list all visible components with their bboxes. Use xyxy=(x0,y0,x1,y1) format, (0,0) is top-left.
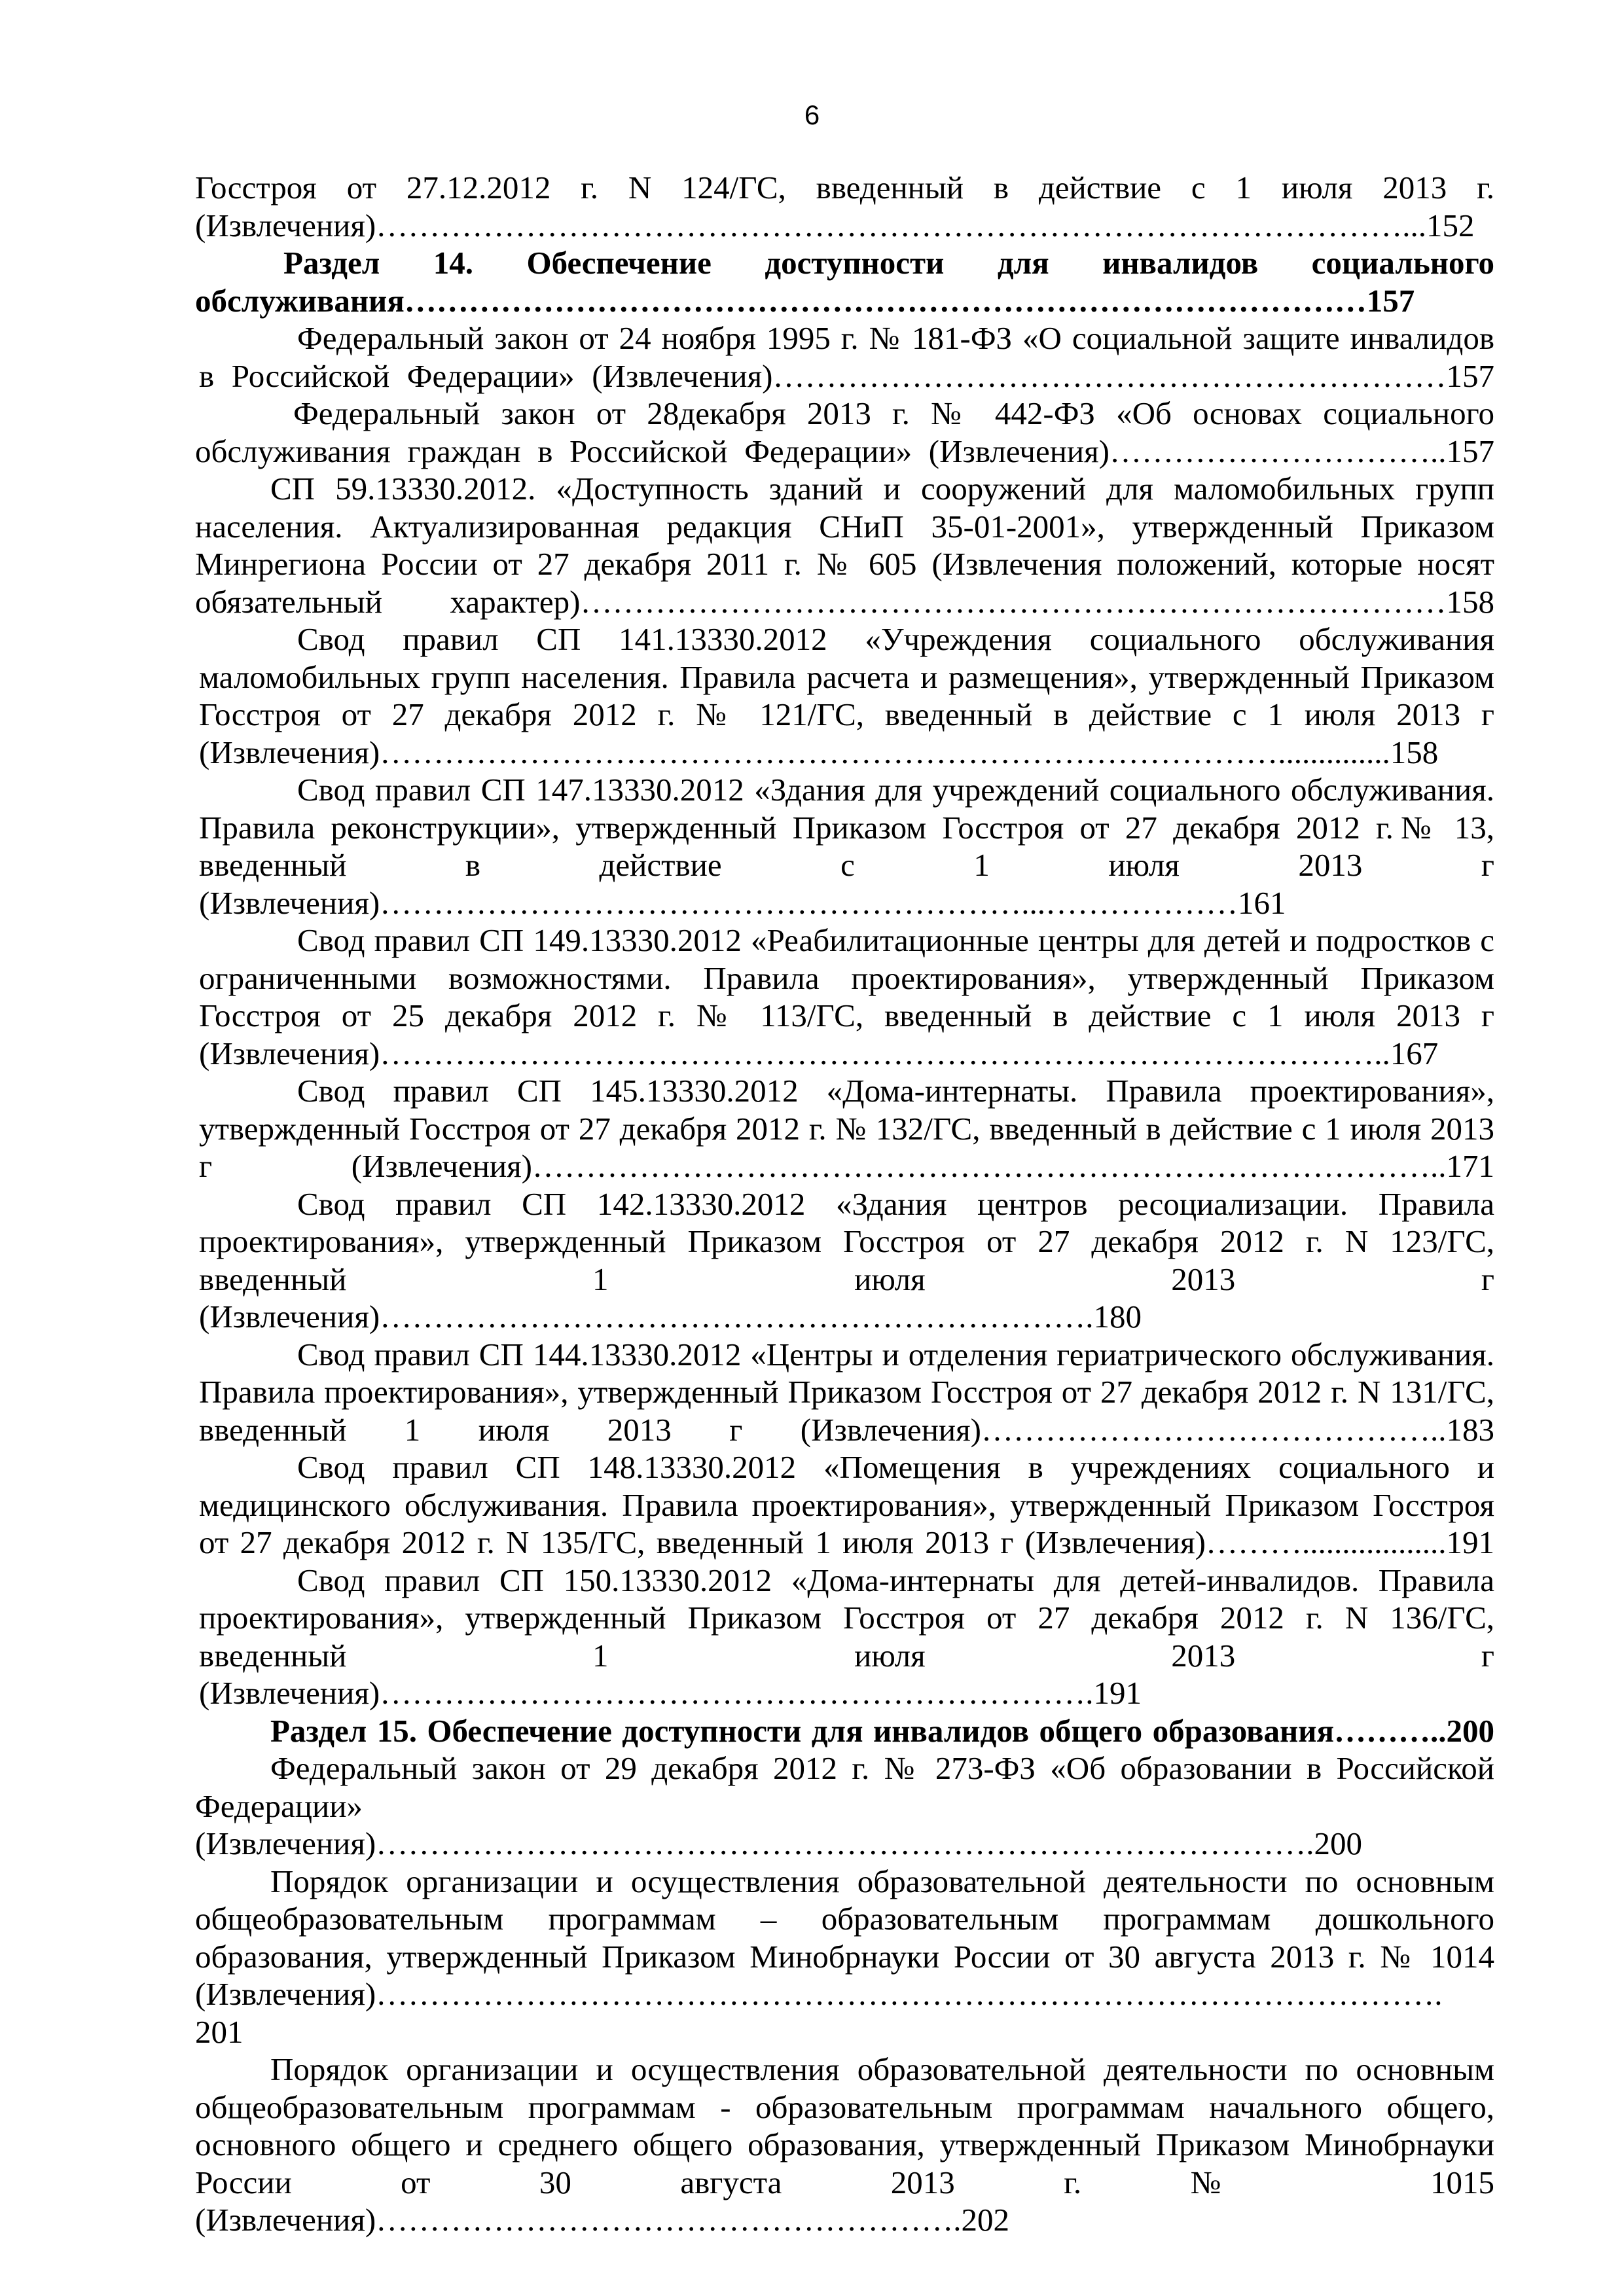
toc-entry: Свод правил СП 142.13330.2012 «Здания центров ресоциализации. Правила проектирования», утвержденный Приказом Госстроя от 27 декабря 2012 г. N 123/ГС, введенный 1 июля 2013 г (Извлечения)………………………………………………………….180 xyxy=(199,1185,1494,1335)
toc-entry: Госстроя от 27.12.2012 г. N 124/ГС, введенный в действие с 1 июля 2013 г. (Извлечения)……………………………………………………………………………………...152 xyxy=(195,170,1494,243)
toc-entry: Порядок организации и осуществления образовательной деятельности по основным общеобразовательным программам – образовательным программам дошкольного образования, утвержденный Приказом Минобрнауки России от 30 августа 2013 г. № 1014 (Извлечения)………………………………………………………………………………………. 201 xyxy=(195,1863,1494,2050)
toc-entry: Федеральный закон от 29 декабря 2012 г. № 273-ФЗ «Об образовании в Российской Федерации» (Извлечения)…………………………………………………………………………….200 xyxy=(195,1750,1494,1861)
toc-section-heading: Раздел 15. Обеспечение доступности для инвалидов общего образования………..200 xyxy=(270,1712,1494,1749)
toc-entry: Свод правил СП 145.13330.2012 «Дома-интернаты. Правила проектирования», утвержденный Госстроя от 27 декабря 2012 г. № 132/ГС, введенный в действие с 1 июля 2013 г (Извлечения)…………………………………………………………………………..171 xyxy=(199,1073,1494,1184)
toc-entry: Федеральный закон от 28декабря 2013 г. № 442-ФЗ «Об основах социального обслуживания граждан в Российской Федерации» (Извлечения)…………………………..157 xyxy=(195,395,1494,469)
toc-section-heading: Раздел 14. Обеспечение доступности для инвалидов социального обслуживания………………………………………………………………………………157 xyxy=(195,245,1494,319)
toc-entry: СП 59.13330.2012. «Доступность зданий и сооружений для маломобильных групп населения. Актуализированная редакция СНиП 35-01-2001», утвержденный Приказом Минрегиона России от 27 декабря 2011 г. № 605 (Извлечения положений, которые носят обязательный характер)………………………………………………………………………158 xyxy=(195,471,1494,620)
toc-entry: Порядок организации и осуществления образовательной деятельности по основным общеобразовательным программам - образовательным программам начального общего, основного общего и среднего общего образования, утвержденный Приказом Минобрнауки России от 30 августа 2013 г. № 1015 (Извлечения)……………………………………………….202 xyxy=(195,2051,1494,2238)
toc-entry: Федеральный закон от 24 ноября 1995 г. № 181-ФЗ «О социальной защите инвалидов в Российской Федерации» (Извлечения)………………………………………………………157 xyxy=(199,320,1494,394)
toc-entry: Свод правил СП 141.13330.2012 «Учреждения социального обслуживания маломобильных групп населения. Правила расчета и размещения», утвержденный Приказом Госстроя от 27 декабря 2012 г. № 121/ГС, введенный в действие с 1 июля 2013 г (Извлечения)…………………………………………………………………………..............158 xyxy=(199,621,1494,770)
toc-entry: Свод правил СП 148.13330.2012 «Помещения в учреждениях социального и медицинского обслуживания. Правила проектирования», утвержденный Приказом Госстроя от 27 декабря 2012 г. N 135/ГС, введенный 1 июля 2013 г (Извлечения)………..................191 xyxy=(199,1449,1494,1560)
toc-entry: Свод правил СП 147.13330.2012 «Здания для учреждений социального обслуживания. Правила реконструкции», утвержденный Приказом Госстроя от 27 декабря 2012 г.№ 13, введенный в действие с 1 июля 2013 г (Извлечения)……………………………………………………...………………161 xyxy=(199,772,1494,921)
toc-entry: Свод правил СП 149.13330.2012 «Реабилитационные центры для детей и подростков с ограниченными возможностями. Правила проектирования», утвержденный Приказом Госстроя от 25 декабря 2012 г. № 113/ГС, введенный в действие с 1 июля 2013 г (Извлечения)…………………………………………………………………………………..167 xyxy=(199,922,1494,1071)
table-of-contents xyxy=(195,169,1494,2239)
page-number: 6 xyxy=(804,99,820,130)
toc-entry: Свод правил СП 144.13330.2012 «Центры и отделения гериатрического обслуживания. Правила проектирования», утвержденный Приказом Госстроя от 27 декабря 2012 г. N 131/ГС, введенный 1 июля 2013 г (Извлечения)……………………………………..183 xyxy=(199,1336,1494,1448)
toc-entry: Свод правил СП 150.13330.2012 «Дома-интернаты для детей-инвалидов. Правила проектирования», утвержденный Приказом Госстроя от 27 декабря 2012 г. N 136/ГС, введенный 1 июля 2013 г (Извлечения)………………………………………………………….191 xyxy=(199,1562,1494,1711)
